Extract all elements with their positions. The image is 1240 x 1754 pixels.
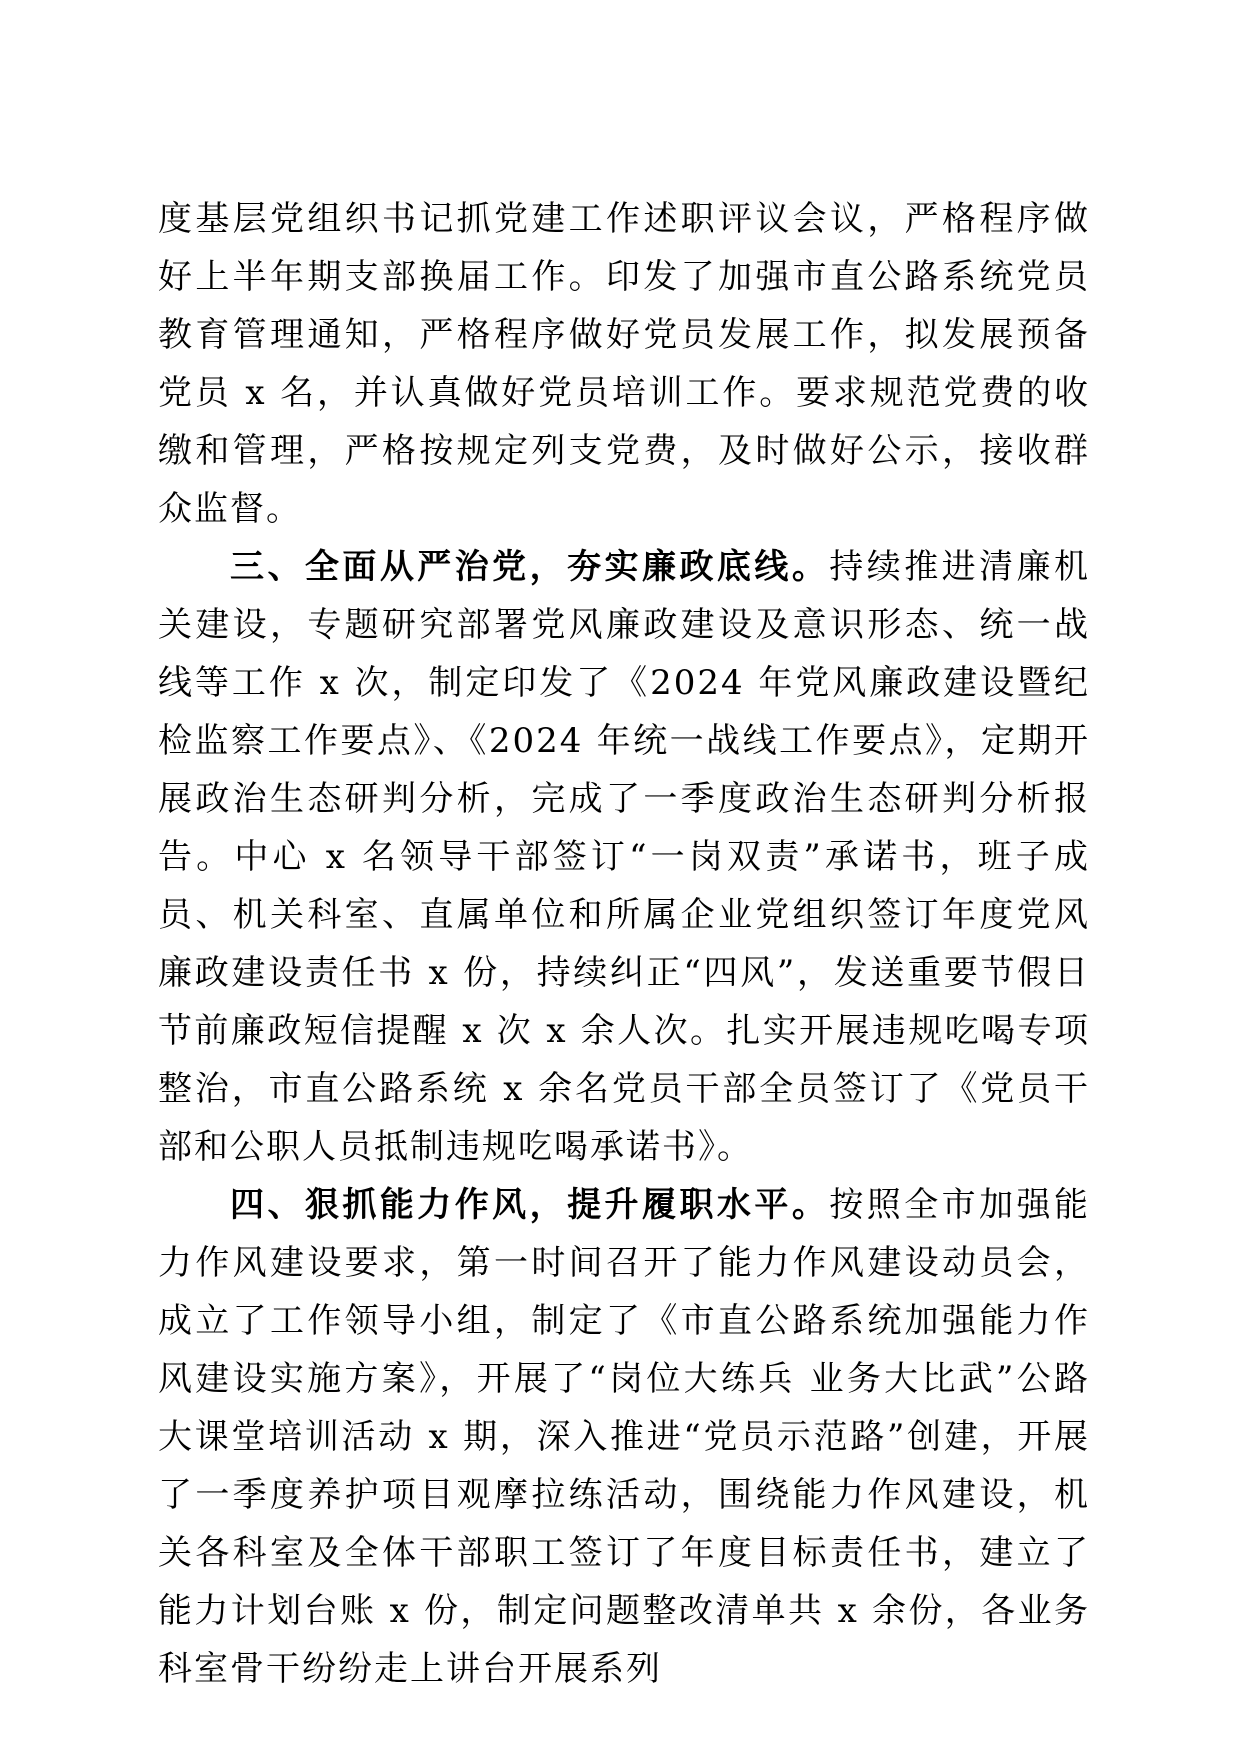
paragraph-text: 持续推进清廉机关建设，专题研究部署党风廉政建设及意识形态、统一战线等工作 x 次，制定印发了《2024 年党风廉政建设暨纪检监察工作要点》、《2024 年统一战线工作要点》，定期开展政治生态研判分析，完成了一季度政治生态研判分析报告。中心 x 名领导干部签订“一岗双责”承诺书，班子成员、机关科室、直属单位和所属企业党组织签订年度党风廉政建设责任书 x 份，持续纠正“四风”，发送重要节假日节前廉政短信提醒 x 次 x 余人次。扎实开展违规吃喝专项整治，市直公路系统 x 余名党员干部全员签订了《党员干部和公职人员抵制违规吃喝承诺书》。 xyxy=(158,547,1091,1167)
paragraph-party-organization xyxy=(158,190,1090,538)
paragraph-text: 按照全市加强能力作风建设要求，第一时间召开了能力作风建设动员会，成立了工作领导小组，制定了《市直公路系统加强能力作风建设实施方案》，开展了“岗位大练兵 业务大比武”公路大课堂培训活动 x 期，深入推进“党员示范路”创建，开展了一季度养护项目观摩拉练活动，围绕能力作风建设，机关各科室及全体干部职工签订了年度目标责任书，建立了能力计划台账 x 份，制定问题整改清单共 x 余份，各业务科室骨干纷纷走上讲台开展系列 xyxy=(158,1185,1091,1689)
paragraph-capability-style xyxy=(158,1176,1090,1698)
paragraph-text: 度基层党组织书记抓党建工作述职评议会议，严格程序做好上半年期支部换届工作。印发了加强市直公路系统党员教育管理通知，严格程序做好党员发展工作，拟发展预备党员 x 名，并认真做好党员培训工作。要求规范党费的收缴和管理，严格按规定列支党费，及时做好公示，接收群众监督。 xyxy=(158,199,1090,529)
paragraph-clean-government xyxy=(158,538,1090,1176)
section-heading-three: 三、全面从严治党，夯实廉政底线。 xyxy=(230,547,830,587)
document-body xyxy=(158,190,1090,1698)
section-heading-four: 四、狠抓能力作风，提升履职水平。 xyxy=(230,1185,830,1225)
